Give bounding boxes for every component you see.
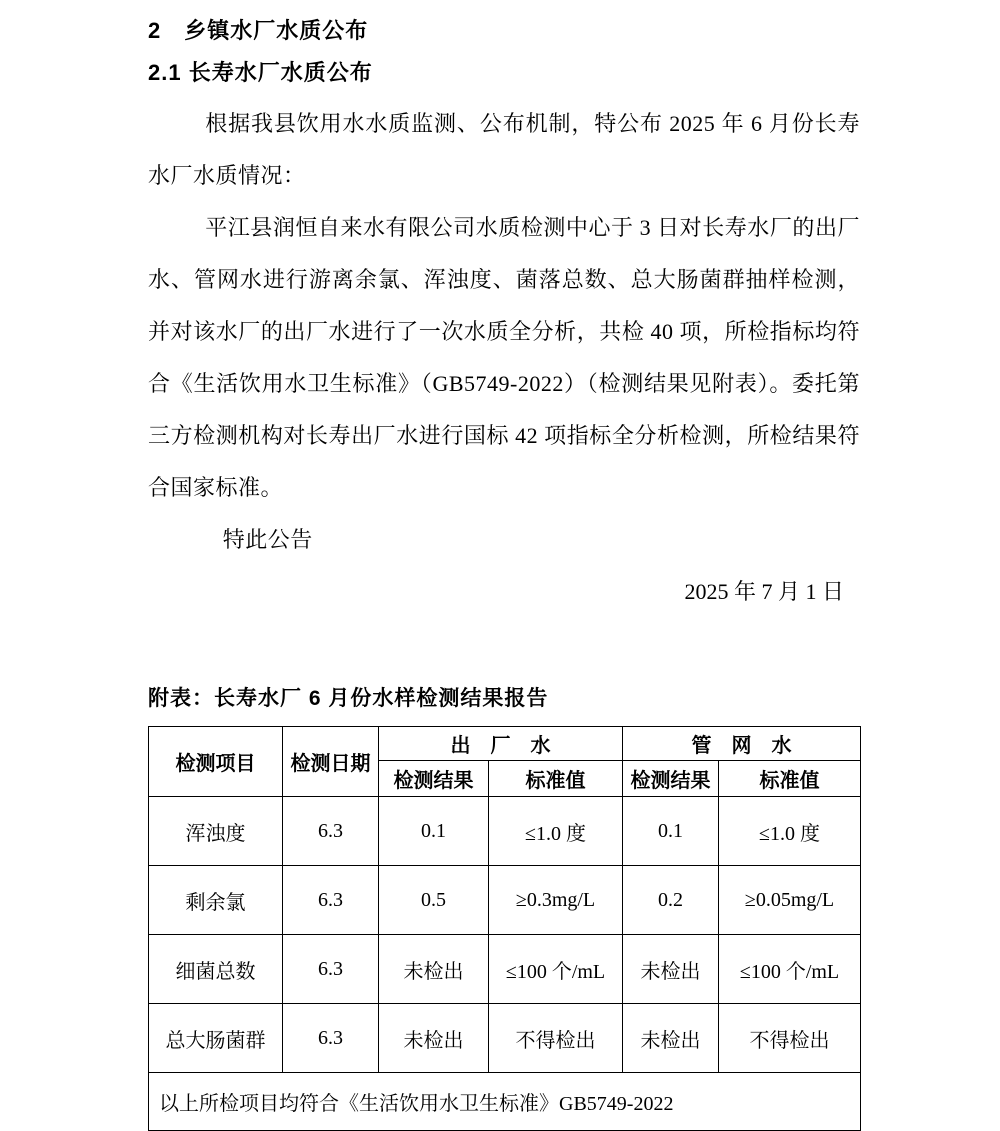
- section-heading: 2 乡镇水厂水质公布: [148, 18, 369, 43]
- table-row: [149, 797, 861, 866]
- table-header-date: 检测日期: [283, 727, 379, 797]
- table-row: [149, 866, 861, 935]
- table-footer-note: 以上所检项目均符合《生活饮用水卫生标准》GB5749-2022: [149, 1073, 861, 1131]
- table-header-factory-water: 出 厂 水: [379, 727, 623, 761]
- cell-network-result: 0.1: [623, 797, 719, 866]
- cell-item: 剩余氯: [149, 866, 283, 935]
- cell-network-standard: 不得检出: [719, 1004, 861, 1073]
- cell-item: 细菌总数: [149, 935, 283, 1004]
- table-header-item: 检测项目: [149, 727, 283, 797]
- table-title: 附表：长寿水厂 6 月份水样检测结果报告: [148, 687, 549, 710]
- cell-factory-result: 未检出: [379, 1004, 489, 1073]
- paragraph-intro: 根据我县饮用水水质监测、公布机制，特公布 2025 年 6 月份长寿水厂水质情况：: [148, 111, 860, 188]
- cell-network-standard: ≤100 个/mL: [719, 935, 861, 1004]
- table-row: [149, 1004, 861, 1073]
- table-header-network-standard: 标准值: [719, 761, 861, 797]
- cell-date: 6.3: [283, 866, 379, 935]
- cell-date: 6.3: [283, 797, 379, 866]
- cell-item: 浑浊度: [149, 797, 283, 866]
- water-quality-table: [148, 726, 861, 1131]
- table-header-factory-standard: 标准值: [489, 761, 623, 797]
- cell-factory-standard: 不得检出: [489, 1004, 623, 1073]
- cell-network-result: 0.2: [623, 866, 719, 935]
- table-header-factory-result: 检测结果: [379, 761, 489, 797]
- cell-network-result: 未检出: [623, 1004, 719, 1073]
- paragraph-body: 平江县润恒自来水有限公司水质检测中心于 3 日对长寿水厂的出厂水、管网水进行游离余氯、浑浊度、菌落总数、总大肠菌群抽样检测，并对该水厂的出厂水进行了一次水质全分析，共检 40 项，所检指标均符合《生活饮用水卫生标准》（GB5749-2022）（检测结果见附表）。委托第三方检测机构对长寿出厂水进行国标 42 项指标全分析检测，所检结果符合国家标准。: [148, 215, 860, 500]
- closing-line: 特此公告: [222, 527, 313, 552]
- cell-network-standard: ≥0.05mg/L: [719, 866, 861, 935]
- cell-factory-result: 0.5: [379, 866, 489, 935]
- cell-factory-standard: ≥0.3mg/L: [489, 866, 623, 935]
- subsection-heading: 2.1 长寿水厂水质公布: [148, 60, 373, 85]
- table-header-network-result: 检测结果: [623, 761, 719, 797]
- cell-network-result: 未检出: [623, 935, 719, 1004]
- cell-item: 总大肠菌群: [149, 1004, 283, 1073]
- date-line: 2025 年 7 月 1 日: [684, 579, 844, 604]
- cell-network-standard: ≤1.0 度: [719, 797, 861, 866]
- cell-factory-standard: ≤1.0 度: [489, 797, 623, 866]
- cell-date: 6.3: [283, 1004, 379, 1073]
- cell-factory-result: 0.1: [379, 797, 489, 866]
- cell-date: 6.3: [283, 935, 379, 1004]
- table-footer-row: [149, 1073, 861, 1131]
- cell-factory-result: 未检出: [379, 935, 489, 1004]
- table-header-network-water: 管 网 水: [623, 727, 861, 761]
- cell-factory-standard: ≤100 个/mL: [489, 935, 623, 1004]
- table-row: [149, 935, 861, 1004]
